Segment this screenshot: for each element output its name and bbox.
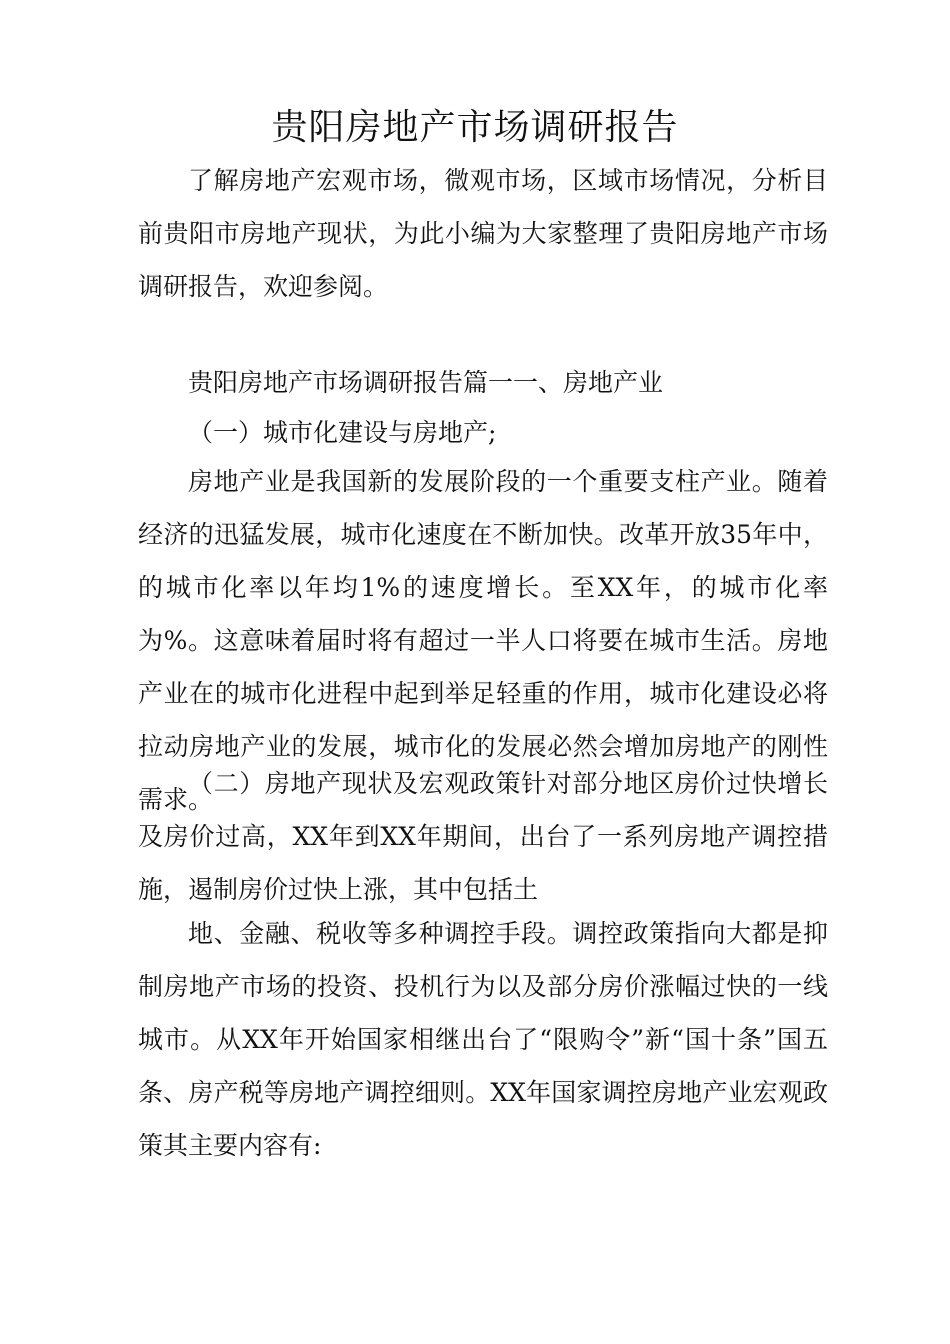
document-title: 贵阳房地产市场调研报告: [271, 107, 679, 148]
subsection-heading-paragraph: （一）城市化建设与房地产;: [188, 418, 497, 447]
body-paragraph: 地、金融、税收等多种调控手段。调控政策指向大都是抑制房地产市场的投资、投机行为以及部分房价涨幅过快的一线城市。从XX年开始国家相继出台了“限购令”新“国十条”国五条、房产税等房地产调控细则。XX年国家调控房地产业宏观政策其主要内容有:: [138, 919, 828, 1160]
body-paragraph: 房地产业是我国新的发展阶段的一个重要支柱产业。随着经济的迅猛发展，城市化速度在不断加快。改革开放35年中，的城市化率以年均1%的速度增长。至XX年，的城市化率为%。这意味着届时将有超过一半人口将要在城市生活。房地产业在的城市化进程中起到举足轻重的作用，城市化建设必将拉动房地产业的发展，城市化的发展必然会增加房地产的刚性需求。: [138, 467, 828, 814]
body-paragraph: （二）房地产现状及宏观政策针对部分地区房价过快增长及房价过高，XX年到XX年期间，出台了一系列房地产调控措施，遏制房价过快上涨，其中包括土: [138, 769, 828, 904]
section-heading-paragraph: 贵阳房地产市场调研报告篇一一、房地产业: [188, 368, 664, 397]
intro-paragraph: 了解房地产宏观市场，微观市场，区域市场情况，分析目前贵阳市房地产现状，为此小编为大家整理了贵阳房地产市场调研报告，欢迎参阅。: [138, 166, 828, 301]
